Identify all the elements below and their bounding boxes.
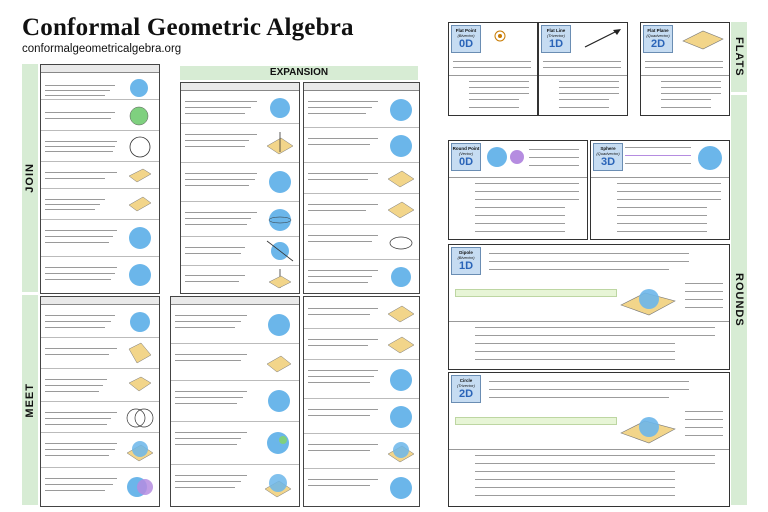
dipole-equation-highlight	[455, 289, 617, 297]
expansion-table-left	[180, 82, 300, 294]
expansion-row	[181, 91, 299, 124]
sphere-title: Sphere	[600, 146, 616, 151]
flat-plane-sub: (Quadvector)	[646, 33, 670, 38]
expansion-row	[304, 260, 419, 292]
sphere-illustration-icon	[267, 95, 293, 121]
meet-row	[41, 305, 159, 338]
sphere-illustration-icon	[386, 473, 416, 503]
meet-table-header	[171, 297, 299, 305]
spheres-illustration-icon	[125, 472, 155, 502]
circle-grade: 2D	[458, 388, 474, 400]
sphere-plane-illustration-icon	[386, 438, 416, 466]
plane-illustration-icon	[386, 302, 416, 326]
meet-table-middle	[170, 296, 300, 507]
join-row	[41, 100, 159, 131]
meet-row	[41, 338, 159, 369]
flat-plane-card	[640, 22, 730, 116]
round-point-title: Round Point	[452, 146, 480, 151]
sphere-illustration-icon	[386, 366, 416, 394]
flat-line-card	[538, 22, 628, 116]
circle-illustration-icon	[127, 104, 151, 128]
circle-equation-highlight	[455, 417, 617, 425]
join-row	[41, 162, 159, 189]
round-point-icon	[485, 145, 525, 169]
meet-row	[41, 468, 159, 505]
meet-row	[171, 344, 299, 381]
join-row	[41, 257, 159, 292]
join-row	[41, 189, 159, 220]
meet-row	[41, 433, 159, 468]
page-title: Conformal Geometric Algebra	[22, 14, 354, 41]
rounds-label: ROUNDS	[733, 273, 745, 327]
expansion-row	[181, 202, 299, 237]
dipole-badge	[451, 247, 481, 275]
sphere-line-illustration-icon	[265, 239, 295, 263]
plane-sphere-illustration-icon	[263, 469, 293, 501]
sphere-illustration-icon	[265, 311, 293, 339]
flat-plane-title: Flat Plane	[647, 28, 669, 33]
expansion-row	[181, 266, 299, 292]
flat-point-grade: 0D	[458, 38, 474, 50]
sphere-illustration-icon	[386, 95, 416, 125]
flat-plane-grade: 2D	[650, 38, 666, 50]
sphere-illustration-icon	[386, 403, 416, 431]
dipole-sub: (Bivector)	[457, 255, 475, 260]
round-point-badge	[451, 143, 481, 171]
expansion-table-right	[303, 82, 420, 294]
plane-illustration-icon	[386, 333, 416, 357]
expansion-row	[304, 91, 419, 128]
planes-illustration-icon	[127, 373, 153, 397]
expansion-row	[181, 237, 299, 266]
expansion-row	[304, 434, 419, 469]
sphere-illustration-icon	[127, 77, 151, 99]
spheres-illustration-icon	[125, 404, 155, 432]
flat-line-sub: (Trivector)	[547, 33, 565, 38]
sphere-plane-illustration-icon	[125, 437, 155, 465]
flat-line-badge	[541, 25, 571, 53]
meet-row	[41, 402, 159, 433]
meet-row	[171, 422, 299, 465]
meet-row	[171, 465, 299, 505]
sphere-illustration-icon	[265, 167, 295, 197]
round-point-card	[448, 140, 588, 240]
sphere-illustration-icon	[127, 309, 153, 335]
sphere-illustration-icon	[126, 261, 154, 289]
plane-line-illustration-icon	[265, 130, 295, 158]
meet-row	[171, 381, 299, 422]
dipole-icon	[619, 279, 679, 319]
meet-row	[41, 369, 159, 402]
expansion-row	[181, 124, 299, 163]
sphere-circle-illustration-icon	[263, 428, 293, 458]
plane-illustration-icon	[127, 193, 153, 215]
sphere-illustration-icon	[265, 387, 293, 415]
expansion-row	[304, 163, 419, 194]
flat-point-card	[448, 22, 538, 116]
circle-title: Circle	[459, 378, 473, 383]
meet-row	[171, 305, 299, 344]
dipole-grade: 1D	[458, 260, 474, 272]
dipole-card	[448, 244, 730, 370]
flat-line-title: Flat Line	[546, 28, 566, 33]
sphere-icon	[695, 143, 725, 173]
point-icon	[493, 29, 507, 43]
arrow-line-icon	[583, 27, 623, 49]
circle-sub: (Trivector)	[457, 383, 475, 388]
dipole-title: Dipole	[459, 250, 473, 255]
plane-illustration-icon	[386, 198, 416, 222]
flat-plane-badge	[643, 25, 673, 53]
expansion-header-row	[181, 83, 299, 91]
meet-table-header	[41, 297, 159, 305]
sphere-grade: 3D	[600, 156, 616, 168]
plane-icon	[681, 27, 725, 51]
circle-outline-illustration-icon	[386, 229, 416, 257]
flats-section-tab	[731, 22, 747, 92]
sphere-illustration-icon	[386, 264, 416, 290]
flat-point-title: Flat Point	[455, 28, 477, 33]
plane-line-illustration-icon	[267, 268, 293, 290]
expansion-row	[181, 163, 299, 202]
expansion-row	[304, 469, 419, 505]
join-table	[40, 64, 160, 294]
join-row	[41, 220, 159, 257]
expansion-row	[304, 225, 419, 260]
meet-label: MEET	[24, 382, 36, 418]
expansion-table-bottom-right	[303, 296, 420, 507]
expansion-row	[304, 128, 419, 163]
circle-icon	[619, 407, 679, 447]
circle-card	[448, 372, 730, 507]
round-point-sub: (Vector)	[458, 151, 474, 156]
meet-table	[40, 296, 160, 507]
expansion-row	[304, 194, 419, 225]
sphere-sub: (Quadvector)	[596, 151, 620, 156]
meet-section-tab	[22, 295, 38, 505]
join-label: JOIN	[24, 163, 36, 193]
join-table-header	[41, 65, 159, 73]
join-section-tab	[22, 64, 38, 292]
join-row	[41, 131, 159, 162]
plane-illustration-icon	[386, 167, 416, 191]
circle-outline-illustration-icon	[127, 134, 153, 160]
expansion-header-row	[304, 83, 419, 91]
site-url[interactable]: conformalgeometricalgebra.org	[22, 43, 182, 55]
expansion-row	[304, 360, 419, 399]
flats-label: FLATS	[733, 37, 745, 77]
plane-illustration-icon	[265, 350, 293, 376]
expansion-row	[304, 329, 419, 360]
expansion-header: EXPANSION	[180, 66, 418, 80]
sphere-card	[590, 140, 730, 240]
plane-illustration-icon	[127, 341, 153, 365]
flat-point-badge	[451, 25, 481, 53]
round-point-grade: 0D	[458, 156, 474, 168]
plane-illustration-icon	[127, 166, 153, 184]
sphere-badge	[593, 143, 623, 171]
sphere-illustration-icon	[126, 224, 154, 252]
flat-line-grade: 1D	[548, 38, 564, 50]
circle-badge	[451, 375, 481, 403]
expansion-row	[304, 399, 419, 434]
join-row	[41, 73, 159, 100]
sphere-illustration-icon	[265, 206, 295, 234]
flat-point-sub: (Bivector)	[457, 33, 475, 38]
expansion-row	[304, 298, 419, 329]
sphere-illustration-icon	[386, 132, 416, 160]
rounds-section-tab	[731, 95, 747, 505]
